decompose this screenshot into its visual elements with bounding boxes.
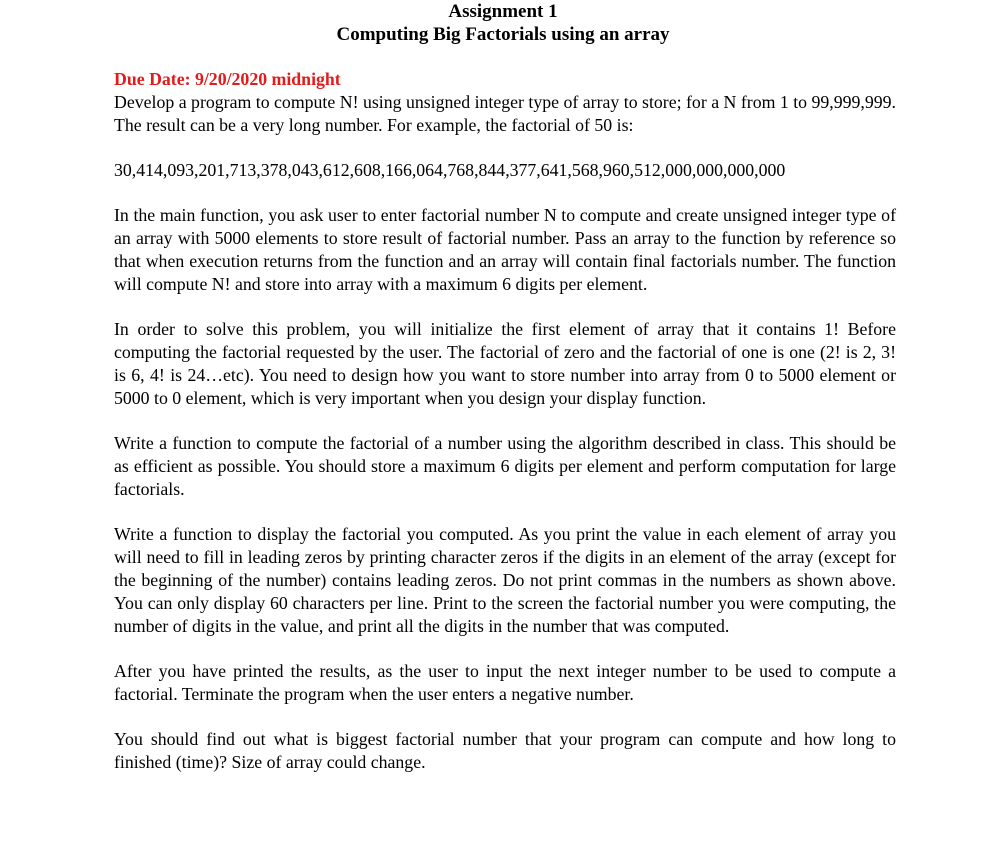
initialization-paragraph: In order to solve this problem, you will initialize the first element of array that it contains 1! Before computing the factorial requested by the user. The factorial of zero and the factorial of one is one (2! is 2, 3! is 6, 4! is 24…etc). You need to design how you want to store number into array from 0 to 5000 element or 5000 to 0 element, which is very important when you design your display function. xyxy=(114,319,896,408)
input-loop-paragraph: After you have printed the results, as the user to input the next integer number to be used to compute a factorial. Terminate the program when the user enters a negative number. xyxy=(114,661,896,704)
document-header xyxy=(0,0,1006,46)
intro-paragraph: Develop a program to compute N! using unsigned integer type of array to store; for a N from 1 to 99,999,999. The result can be a very long number. For example, the factorial of 50 is: xyxy=(114,92,896,135)
assignment-body xyxy=(114,68,896,774)
main-function-paragraph: In the main function, you ask user to enter factorial number N to compute and create unsigned integer type of an array with 5000 elements to store result of factorial number. Pass an array to the function by reference so that when execution returns from the function and an array will contain final factorials number. The function will compute N! and store into array with a maximum 6 digits per element. xyxy=(114,205,896,294)
compute-function-paragraph: Write a function to compute the factorial of a number using the algorithm described in class. This should be as efficient as possible. You should store a maximum 6 digits per element and perform computation for large factorials. xyxy=(114,433,896,499)
final-question-paragraph: You should find out what is biggest factorial number that your program can compute and how long to finished (time)? Size of array could change. xyxy=(114,729,896,772)
example-factorial-value: 30,414,093,201,713,378,043,612,608,166,064,768,844,377,641,568,960,512,000,000,000,000 xyxy=(114,160,786,180)
assignment-title: Assignment 1 xyxy=(448,1,558,22)
display-function-paragraph: Write a function to display the factorial you computed. As you print the value in each element of array you will need to fill in leading zeros by printing character zeros if the digits in an element of the array (except for the beginning of the number) contains leading zeros. Do not print commas in the numbers as shown above. You can only display 60 characters per line. Print to the screen the factorial number you were computing, the number of digits in the value, and print all the digits in the number that was computed. xyxy=(114,524,896,636)
due-date: Due Date: 9/20/2020 midnight xyxy=(114,69,341,89)
assignment-subtitle: Computing Big Factorials using an array xyxy=(336,24,670,45)
